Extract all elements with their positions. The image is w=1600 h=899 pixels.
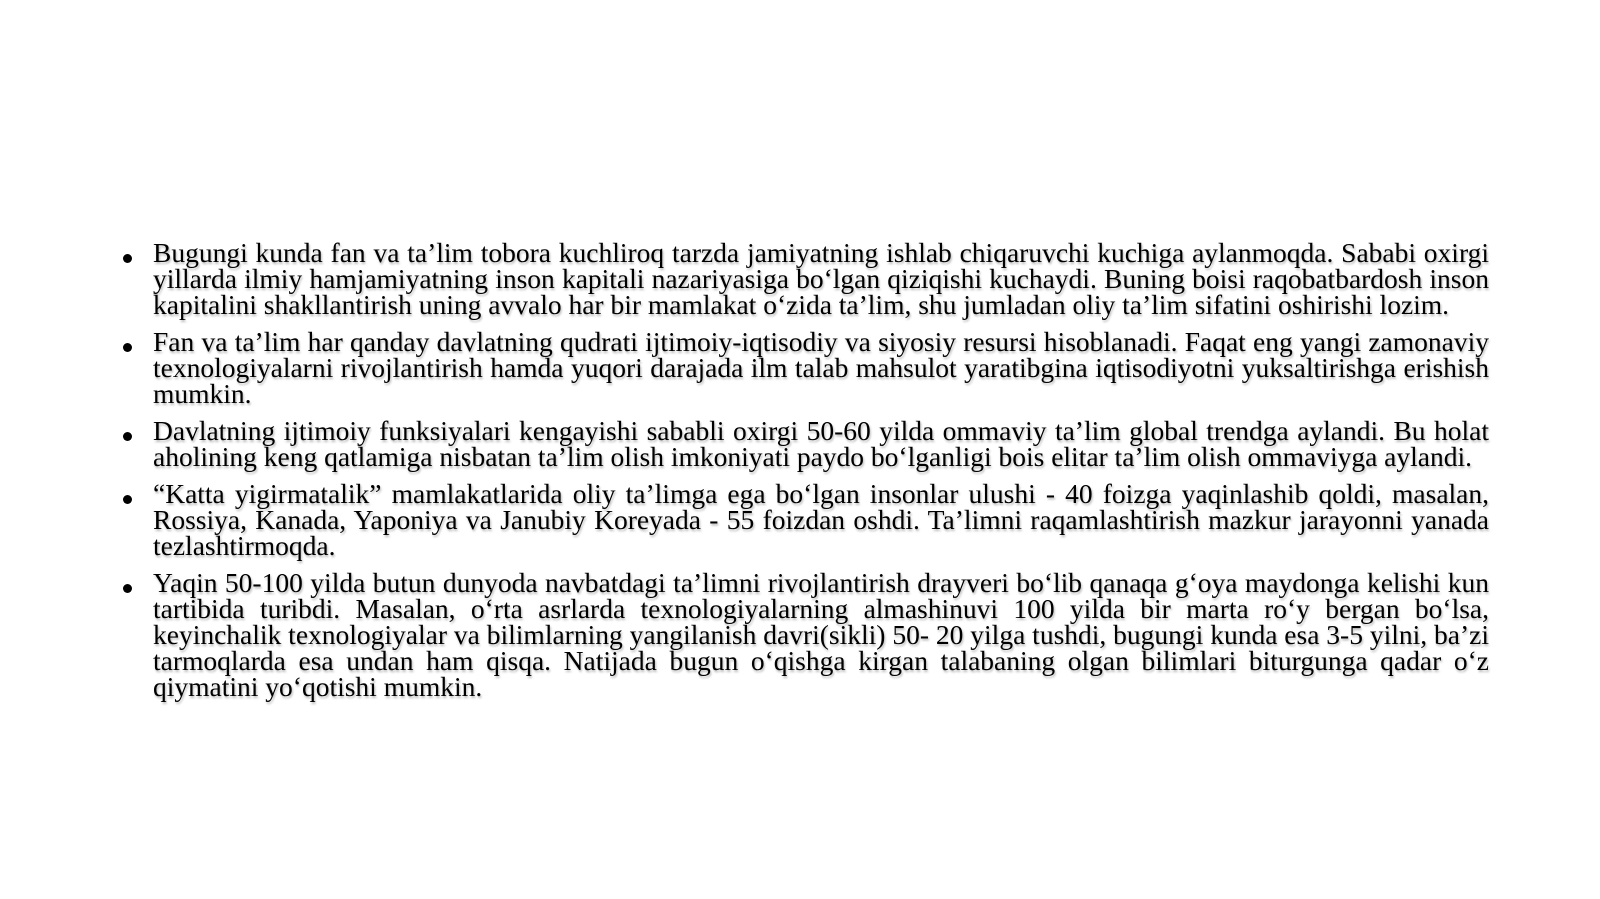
bullet-text: Bugungi kunda fan va ta’lim tobora kuchliroq tarzda jamiyatning ishlab chiqaruvchi kuchiga aylanmoqda. Sababi oxirgi yillarda ilmiy hamjamiyatning inson kapitali nazariyasiga bo‘lgan qiziqishi kuchaydi. Buning boisi raqobatbardosh inson kapitalini shakllantirish uning avvalo har bir mamlakat o‘zida ta’lim, shu jumladan oliy ta’lim sifatini oshirishi lozim. [153,237,1489,320]
bullet-text: “Katta yigirmatalik” mamlakatlarida oliy ta’limga ega bo‘lgan insonlar ulushi - 40 foizga yaqinlashib qoldi, masalan, Rossiya, Kanada, Yaponiya va Janubiy Koreyada - 55 foizdan oshdi. Ta’limni raqamlashtirish mazkur jarayonni yanada tezlashtirmoqda. [153,478,1489,561]
bullet-dot-icon [123,254,132,263]
bullet-item-2 [113,326,1489,409]
bullet-dot-icon [123,584,132,593]
bullet-item-4 [113,478,1489,561]
bullet-item-5 [113,567,1489,702]
bullet-dot-icon [123,432,132,441]
bullet-item-3 [113,415,1489,472]
bullet-list [113,237,1489,711]
bullet-text: Yaqin 50-100 yilda butun dunyoda navbatdagi ta’limni rivojlantirish drayveri bo‘lib qanaqa g‘oya maydonga kelishi kun tartibida turibdi. Masalan, o‘rta asrlarda texnologiyalarning almashinuvi 100 yilda bir marta ro‘y bergan bo‘lsa, keyinchalik texnologiyalar va bilimlarning yangilanish davri(sikli) 50- 20 yilga tushdi, bugungi kunda esa 3-5 yilni, ba’zi tarmoqlarda esa undan ham qisqa. Natijada bugun o‘qishga kirgan talabaning olgan bilimlari biturgunga qadar o‘z qiymatini yo‘qotishi mumkin. [153,567,1489,702]
bullet-dot-icon [123,343,132,352]
bullet-item-1 [113,237,1489,320]
bullet-text: Fan va ta’lim har qanday davlatning qudrati ijtimoiy-iqtisodiy va siyosiy resursi hisoblanadi. Faqat eng yangi zamonaviy texnologiyalarni rivojlantirish hamda yuqori darajada ilm talab mahsulot yaratibgina iqtisodiyotni yuksaltirishga erishish mumkin. [153,326,1489,409]
bullet-text: Davlatning ijtimoiy funksiyalari kengayishi sababli oxirgi 50-60 yilda ommaviy ta’lim global trendga aylandi. Bu holat aholining keng qatlamiga nisbatan ta’lim olish imkoniyati paydo bo‘lganligi bois elitar ta’lim olish ommaviyga aylandi. [153,415,1489,472]
bullet-dot-icon [123,495,132,504]
